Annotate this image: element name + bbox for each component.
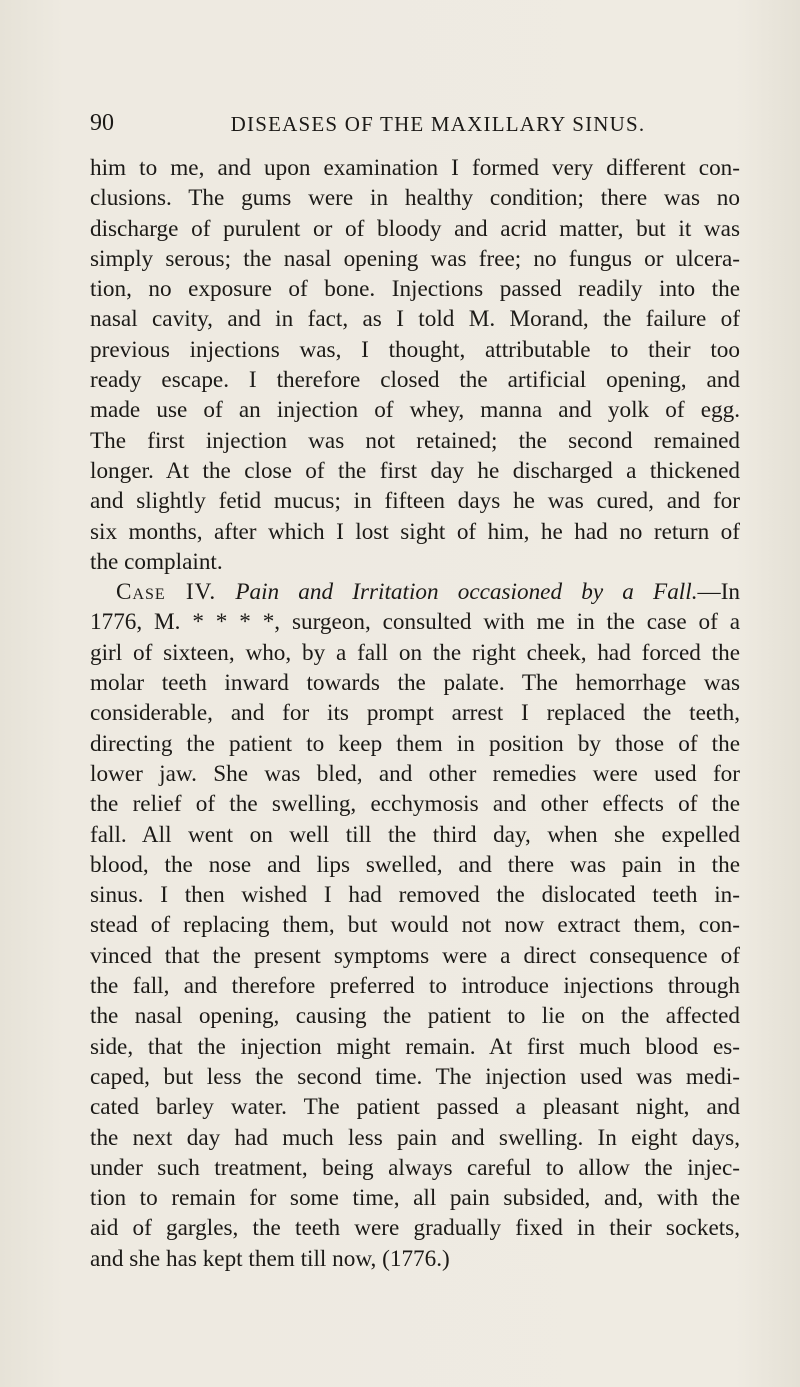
case-heading-rest: —In [697,579,741,606]
text-line: the nasal opening, causing the patient to lie on the affected [90,1003,740,1030]
running-head: DISEASES OF THE MAXILLARY SINUS. [230,112,646,136]
text-line: girl of sixteen, who, by a fall on the right cheek, had forced the [90,639,740,666]
text-line: simply serous; the nasal opening was free; no fungus or ulcera- [90,245,740,272]
paragraph-case-iv [90,577,740,1274]
body-text [90,153,740,1274]
text-line: side, that the injection might remain. At first much blood es- [90,1033,740,1060]
text-line: ready escape. I therefore closed the artificial opening, and [90,367,740,394]
text-line: and slightly fetid mucus; in fifteen days he was cured, and for [90,488,740,515]
page-number: 90 [90,110,114,136]
text-line: sinus. I then wished I had removed the dislocated teeth in- [90,882,740,909]
text-line: fall. All went on well till the third day, when she expelled [90,821,740,848]
text-line: considerable, and for its prompt arrest I replaced the teeth, [90,700,740,727]
text-line: vinced that the present symptoms were a direct consequence of [90,942,740,969]
text-line: the fall, and therefore preferred to introduce injections through [90,973,740,1000]
text-line: the next day had much less pain and swelling. In eight days, [90,1124,740,1151]
case-heading-line [90,577,740,607]
text-line: tion to remain for some time, all pain subsided, and, with the [90,1185,740,1212]
text-line: discharge of purulent or of bloody and acrid matter, but it was [90,215,740,242]
text-line: nasal cavity, and in fact, as I told M. Morand, the failure of [90,306,740,333]
text-line: previous injections was, I thought, attributable to their too [90,336,740,363]
page-header [90,104,740,144]
text-line: directing the patient to keep them in position by those of the [90,730,740,757]
text-line: made use of an injection of whey, manna and yolk of egg. [90,397,740,424]
text-line: blood, the nose and lips swelled, and there was pain in the [90,851,740,878]
text-line: aid of gargles, the teeth were gradually fixed in their sockets, [90,1215,740,1242]
text-line: 1776, M. * * * *, surgeon, consulted with me in the case of a [90,609,740,636]
text-line: lower jaw. She was bled, and other remedies were used for [90,760,740,787]
paragraph-continuation [90,153,740,577]
text-line: under such treatment, being always careful to allow the injec- [90,1154,740,1181]
case-label: Case IV. [116,579,217,606]
text-line: him to me, and upon examination I formed very different con- [90,155,740,181]
text-line: longer. At the close of the first day he discharged a thickened [90,457,740,484]
text-line: the relief of the swelling, ecchymosis and other effects of the [90,791,740,818]
text-line: caped, but less the second time. The injection used was medi- [90,1063,740,1090]
text-line: stead of replacing them, but would not now extract them, con- [90,912,740,939]
text-line: clusions. The gums were in healthy condition; there was no [90,185,740,212]
case-title: Pain and Irritation occasioned by a Fall. [235,579,698,606]
text-line: six months, after which I lost sight of him, he had no return of [90,518,740,545]
text-line: molar teeth inward towards the palate. The hemorrhage was [90,670,740,697]
text-line: cated barley water. The patient passed a pleasant night, and [90,1094,740,1121]
text-line: the complaint. [90,548,223,575]
text-line: tion, no exposure of bone. Injections passed readily into the [90,276,740,303]
text-line: and she has kept them till now, (1776.) [90,1245,450,1272]
text-line: The first injection was not retained; the second remained [90,427,740,454]
